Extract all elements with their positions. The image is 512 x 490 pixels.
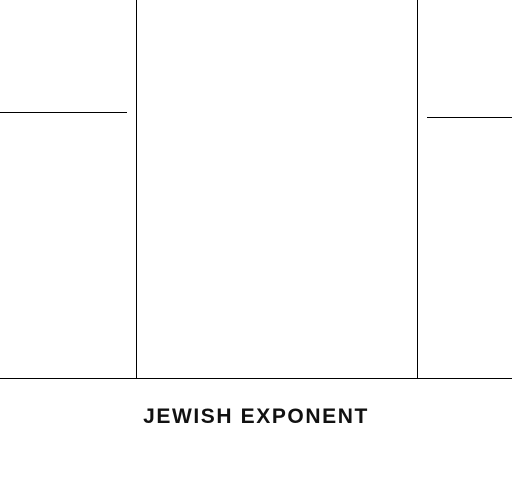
section-divider (427, 117, 512, 118)
column-divider (136, 0, 137, 378)
section-divider (0, 112, 127, 113)
publication-masthead: JEWISH EXPONENT (143, 405, 369, 428)
column-divider (417, 0, 418, 378)
page-bottom-rule (0, 378, 512, 379)
